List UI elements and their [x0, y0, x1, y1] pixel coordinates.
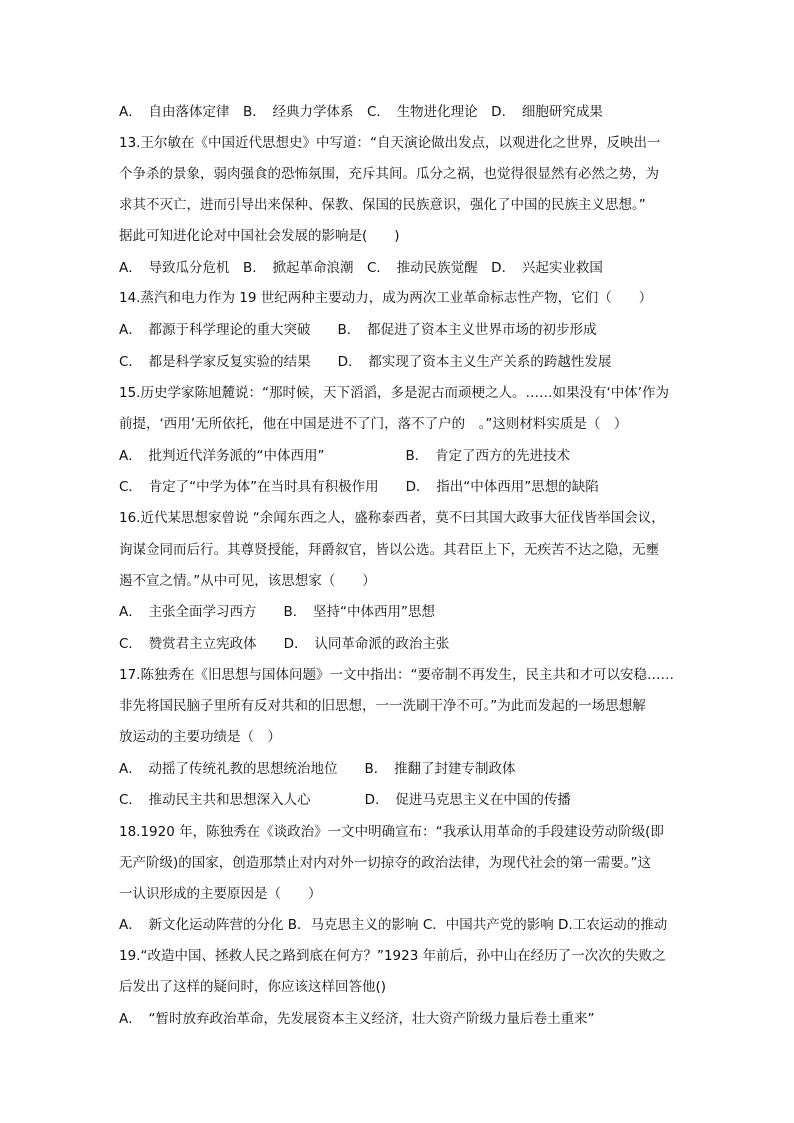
q17-stem-line1: 17.陈独秀在《旧思想与国体问题》一文中指出：“要帝制不再发生，民主共和才可以安稳…… [119, 667, 674, 683]
q17-stem-line2: 非先将国民脑子里所有反对共和的旧思想，一一洗刷干净不可。”为此而发起的一场思想解 [119, 698, 646, 714]
q15-options-cd: C． 肯定了“中学为体”在当时具有积极作用 D． 指出“中体西用”思想的缺陷 [119, 479, 599, 495]
q14-options-cd: C． 都是科学家反复实验的结果 D． 都实现了资本主义生产关系的跨越性发展 [119, 354, 612, 370]
q13-stem-line4: 据此可知进化论对中国社会发展的影响是( ) [119, 228, 400, 244]
q18-options: A． 新文化运动阵营的分化 B．马克思主义的影响 C．中国共产党的影响 D.工农运动的推动 [119, 917, 668, 933]
q13-stem-line1: 13.王尔敏在《中国近代思想史》中写道：“自天演论做出发点，以观进化之世界，反映出一 [119, 135, 661, 151]
q14-options-ab: A． 都源于科学理论的重大突破 B． 都促进了资本主义世界市场的初步形成 [119, 322, 597, 338]
q15-options-ab: A． 批判近代洋务派的“中体西用” B． 肯定了西方的先进技术 [119, 448, 570, 464]
q16-stem-line3: 遏不宣之情。”从中可见，该思想家（ ） [119, 573, 376, 589]
q19-option-a: A． “暂时放弃政治革命，先发展资本主义经济，壮大资产阶级力量后卷土重来” [119, 1011, 595, 1027]
q18-stem-line2: 无产阶级)的国家，创造那禁止对内对外一切掠夺的政治法律，为现代社会的第一需要。”这 [119, 855, 652, 871]
q15-stem-line1: 15.历史学家陈旭麓说：“那时候，天下滔滔，多是泥古而顽梗之人。……如果没有‘中体’作为 [119, 385, 670, 401]
q13-stem-line3: 求其不灭亡，进而引导出来保种、保教、保国的民族意识，强化了中国的民族主义思想。” [119, 197, 646, 213]
q19-stem-line1: 19.“改造中国、拯救人民之路到底在何方？”1923 年前后，孙中山在经历了一次次的失败之 [119, 948, 666, 964]
q12-options: A． 自由落体定律 B． 经典力学体系 C． 生物进化理论 D． 细胞研究成果 [119, 104, 603, 120]
q14-stem: 14.蒸汽和电力作为 19 世纪两种主要动力，成为两次工业革命标志性产物，它们（ ） [119, 290, 653, 306]
q19-stem-line2: 后发出了这样的疑问时，你应该这样回答他() [119, 979, 387, 995]
q13-options: A． 导致瓜分危机 B． 掀起革命浪潮 C． 推动民族觉醒 D． 兴起实业救国 [119, 260, 603, 276]
q17-stem-line3: 放运动的主要功绩是（ ） [119, 729, 281, 745]
q16-options-ab: A． 主张全面学习西方 B． 坚持“中体西用”思想 [119, 604, 435, 620]
q18-stem-line3: 一认识形成的主要原因是（ ） [119, 886, 322, 902]
q15-stem-line2: 前提，‘西用’无所依托，他在中国是进不了门，落不了户的 。”这则材料实质是（ ） [119, 416, 628, 432]
q16-stem-line2: 询谋佥同而后行。其尊贤授能，拜爵叙官，皆以公选。其君臣上下，无疾苦不达之隐，无壅 [119, 542, 659, 558]
q13-stem-line2: 个争杀的景象，弱肉强食的恐怖氛围，充斥其间。瓜分之祸，也觉得很显然有必然之势，为 [119, 166, 659, 182]
q16-options-cd: C． 赞赏君主立宪政体 D． 认同革命派的政治主张 [119, 636, 450, 652]
q18-stem-line1: 18.1920 年，陈独秀在《谈政治》一文中明确宣布：“我承认用革命的手段建设劳动阶级(即 [119, 824, 664, 840]
q17-options-ab: A． 动摇了传统礼教的思想统治地位 B． 推翻了封建专制政体 [119, 761, 516, 777]
q16-stem-line1: 16.近代某思想家曾说 “余闻东西之人，盛称泰西者，莫不曰其国大政事大征伐皆举国会议， [119, 510, 665, 526]
q17-options-cd: C． 推动民主共和思想深入人心 D． 促进马克思主义在中国的传播 [119, 792, 571, 808]
